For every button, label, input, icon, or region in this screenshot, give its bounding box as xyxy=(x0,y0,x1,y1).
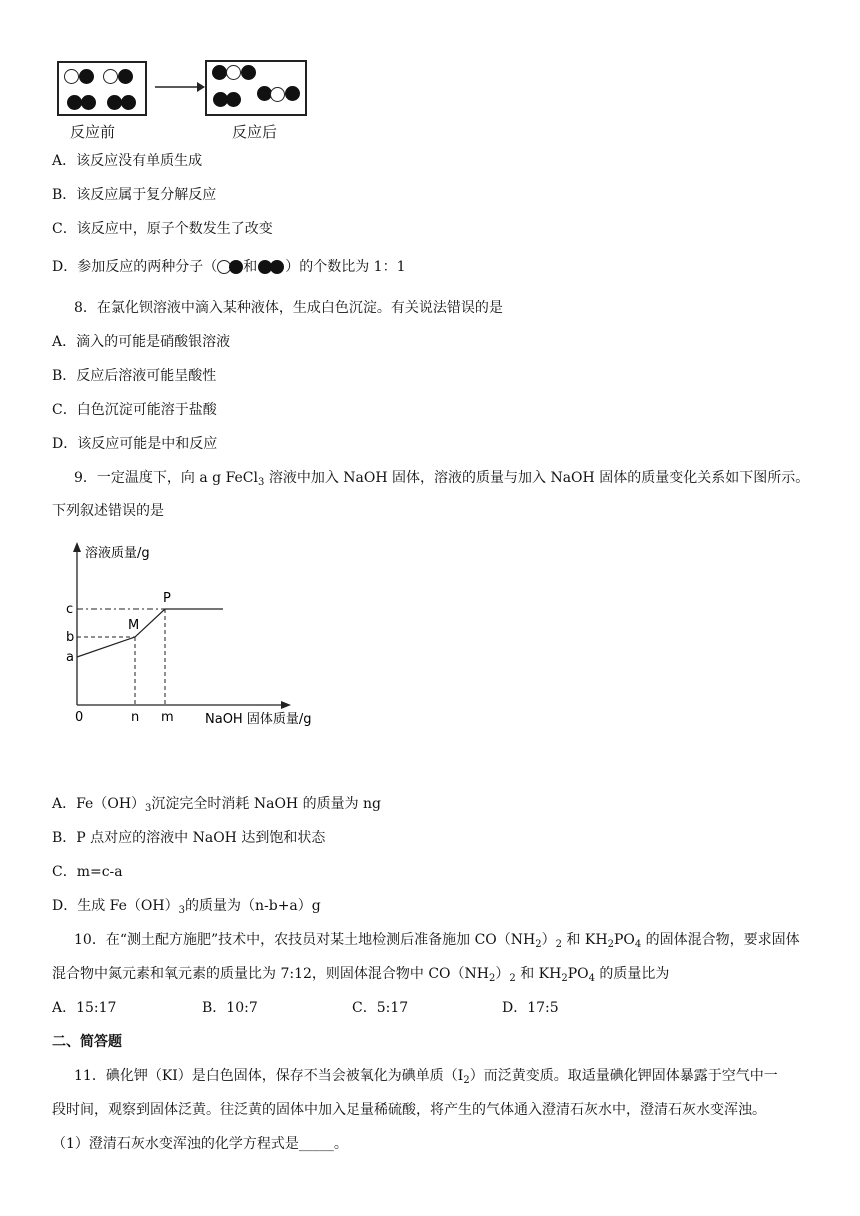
black-atom-icon xyxy=(79,69,94,84)
q11-sub-question-1: （1）澄清石灰水变浑浊的化学方程式是_____。 xyxy=(52,1136,348,1152)
q10-option-b: B．10:7 xyxy=(202,1000,258,1016)
molecule-white-black-icon xyxy=(217,259,243,275)
q8-option-a: A．滴入的可能是硝酸银溶液 xyxy=(52,334,231,350)
black-atom-icon xyxy=(212,65,227,80)
q9-graph xyxy=(55,540,345,730)
q7-d-pre: D．参加反应的两种分子（ xyxy=(52,259,218,275)
white-atom-icon xyxy=(64,69,79,84)
q7-d-mid: 和 xyxy=(243,259,258,275)
x-tick-n: n xyxy=(131,710,140,725)
y-tick-c: c xyxy=(66,602,74,617)
q9-stem-line1: 9．一定温度下，向 a g FeCl$_3$ 溶液中加入 NaOH 固体，溶液的质量与加入 NaOH 固体的质量变化关系如下图所示。 xyxy=(74,470,810,488)
q9-option-b: B．P 点对应的溶液中 NaOH 达到饱和状态 xyxy=(52,830,326,846)
point-p-label: P xyxy=(163,591,171,606)
q8-option-d: D．该反应可能是中和反应 xyxy=(52,436,218,452)
black-atom-icon xyxy=(118,69,133,84)
y-axis-label: 溶液质量/g xyxy=(85,546,150,561)
black-atom-icon xyxy=(226,92,241,107)
y-tick-a: a xyxy=(66,650,74,665)
black-atom-icon xyxy=(107,95,122,110)
black-atom-icon xyxy=(121,95,136,110)
white-atom-icon xyxy=(103,69,118,84)
after-box xyxy=(205,60,307,116)
before-label: 反应前 xyxy=(70,123,116,141)
origin-label: 0 xyxy=(75,710,84,725)
x-axis-label: NaOH 固体质量/g xyxy=(205,712,312,727)
q10-stem-line1: 10．在“测土配方施肥”技术中，农技员对某土地检测后准备施加 $CO(NH_2)_2$ 和 $KH_2PO_4$ 的固体混合物，要求固体 xyxy=(74,932,800,950)
q8-stem: 8．在氯化钡溶液中滴入某种液体，生成白色沉淀。有关说法错误的是 xyxy=(74,300,503,316)
q7-option-d xyxy=(52,256,406,276)
q7-d-post: ）的个数比为 1：1 xyxy=(285,259,406,275)
x-tick-m: m xyxy=(161,710,174,725)
q10-option-a: A．15:17 xyxy=(52,1000,117,1016)
q11-stem-line1: 11．碘化钾（KI）是白色固体，保存不当会被氧化为碘单质$(I_2)$而泛黄变质。取适量碘化钾固体暴露于空气中一 xyxy=(74,1068,778,1086)
q8-option-c: C．白色沉淀可能溶于盐酸 xyxy=(52,402,217,418)
q9-option-c: C．m=c-a xyxy=(52,864,123,880)
q9-option-a: A．$Fe(OH)_3$沉淀完全时消耗 NaOH 的质量为 ng xyxy=(52,796,382,814)
section-heading: 二、简答题 xyxy=(52,1034,122,1050)
mass-curve xyxy=(77,609,223,657)
q11-stem-line2: 段时间，观察到固体泛黄。往泛黄的固体中加入足量稀硫酸，将产生的气体通入澄清石灰水中，澄清石灰水变浑浊。 xyxy=(52,1102,766,1118)
y-tick-b: b xyxy=(66,630,75,645)
black-atom-icon xyxy=(241,65,256,80)
q10-option-d: D．17:5 xyxy=(502,1000,559,1016)
q9-option-d: D．生成 $Fe(OH)_3$的质量为（n-b+a）g xyxy=(52,898,321,916)
q10-option-c: C．5:17 xyxy=(352,1000,409,1016)
q10-stem-line2: 混合物中氮元素和氧元素的质量比为 7:12，则固体混合物中 $CO(NH_2)_2$ 和 $KH_2PO_4$ 的质量比为 xyxy=(52,966,670,984)
molecule-black-black-icon xyxy=(257,259,285,275)
x-axis-arrow-icon xyxy=(281,701,291,709)
white-atom-icon xyxy=(226,65,241,80)
reaction-arrow-icon xyxy=(155,80,205,94)
white-atom-icon xyxy=(270,87,285,102)
y-axis-arrow-icon xyxy=(73,542,81,552)
black-atom-icon xyxy=(81,95,96,110)
q7-option-c: C．该反应中，原子个数发生了改变 xyxy=(52,221,273,237)
after-label: 反应后 xyxy=(232,123,278,141)
before-box xyxy=(57,61,147,116)
point-m-label: M xyxy=(128,618,140,633)
black-atom-icon xyxy=(67,95,82,110)
q7-option-b: B．该反应属于复分解反应 xyxy=(52,187,217,203)
q8-option-b: B．反应后溶液可能呈酸性 xyxy=(52,368,217,384)
q7-option-a: A．该反应没有单质生成 xyxy=(52,153,203,169)
black-atom-icon xyxy=(285,86,300,101)
q9-stem-line2: 下列叙述错误的是 xyxy=(52,503,164,519)
